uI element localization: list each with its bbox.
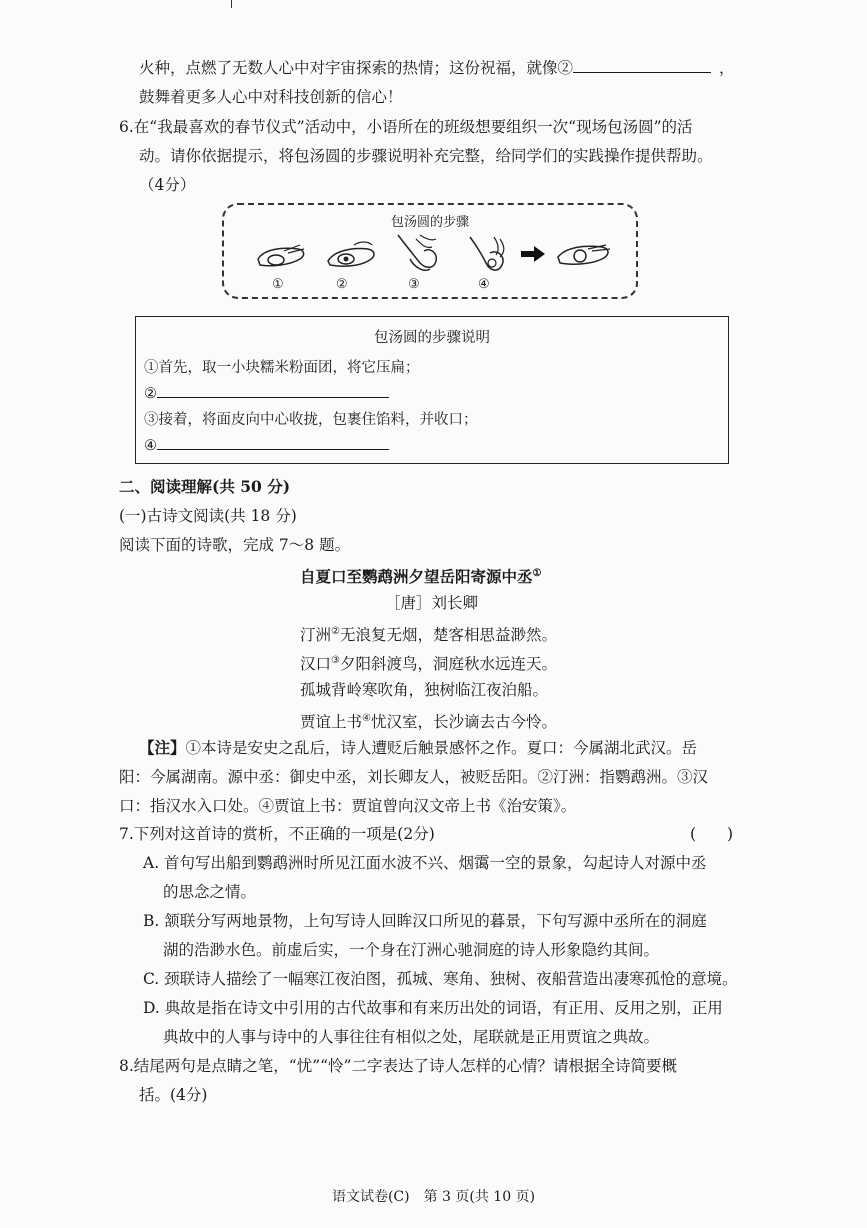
poem-line-1-a: 汀洲 — [300, 626, 332, 645]
intro-line-2: 鼓舞着更多人心中对科技创新的信心！ — [139, 88, 403, 106]
step-2-answer-blank[interactable] — [157, 397, 389, 398]
step2-hand-icon — [324, 235, 380, 275]
q7-option-d: D. 典故是指在诗文中引用的古代故事和有来历出处的词语，有正用、反用之别，正用 — [143, 999, 723, 1017]
note-text-1: ①本诗是安史之乱后，诗人遭贬后触景感怀之作。夏口：今属湖北武汉。岳 — [185, 739, 698, 757]
poem-line-1 — [300, 621, 557, 646]
poem-line-3 — [300, 679, 548, 701]
step-4-line — [144, 435, 389, 457]
step-num-3: ③ — [408, 277, 420, 292]
poem-line-2 — [300, 650, 557, 675]
poem-line-4-b: 忧汉室，长沙谪去古今怜。 — [370, 713, 557, 732]
reading-instruction: 阅读下面的诗歌，完成 7～8 题。 — [119, 536, 351, 554]
q7-answer-paren[interactable]: ( ) — [690, 825, 734, 843]
q7-option-b: B. 颔联分写两地景物，上句写诗人回眸汉口所见的暮景，下句写源中丞所在的洞庭 — [143, 912, 707, 930]
step-num-1: ① — [272, 277, 284, 292]
steps-explanation-box — [135, 316, 729, 464]
step-2-label: ② — [144, 386, 157, 402]
right-arrow-icon — [520, 245, 546, 263]
step-num-2: ② — [336, 277, 348, 292]
poem-author: ［唐］刘长卿 — [385, 594, 479, 612]
q7-stem: 7.下列对这首诗的赏析，不正确的一项是(2分) — [119, 825, 435, 843]
q7-option-c: C. 颈联诗人描绘了一幅寒江夜泊图，孤城、寒角、独树、夜船营造出凄寒孤怆的意境。 — [143, 970, 738, 988]
poem-title-text: 自夏口至鹦鹉洲夕望岳阳寄源中丞 — [300, 567, 533, 587]
box-title: 包汤圆的步骤说明 — [374, 330, 490, 346]
diagram-title: 包汤圆的步骤 — [390, 215, 469, 230]
intro-comma: ， — [719, 59, 735, 77]
poem-line-3-a: 孤城背岭寒吹角，独树临江夜泊船。 — [300, 681, 549, 699]
section-2-heading: 二、阅读理解(共 50 分) — [119, 477, 291, 496]
note-line-2: 阳：今属湖南。源中丞：御史中丞，刘长卿友人，被贬岳阳。②汀洲：指鹦鹉洲。③汉 — [119, 768, 709, 786]
poem-line-2-a: 汉口 — [300, 655, 332, 674]
q6-line-1: 6.在“我最喜欢的春节仪式”活动中，小语所在的班级想要组织一次“现场包汤圆”的活 — [119, 118, 693, 136]
q6-line-2: 动。请你依据提示，将包汤圆的步骤说明补充完整，给同学们的实践操作提供帮助。 — [139, 147, 713, 165]
step-4-answer-blank[interactable] — [157, 449, 389, 450]
q7-option-a-cont: 的思念之情。 — [163, 883, 257, 901]
poem-line-1-note: ② — [331, 626, 340, 637]
note-line-1 — [139, 737, 697, 759]
intro-text: 火种，点燃了无数人心中对宇宙探索的热情；这份祝福，就像② — [139, 59, 574, 77]
poem-title-note: ① — [532, 568, 542, 579]
poem-line-1-b: 无浪复无烟，楚客相思益渺然。 — [339, 626, 557, 645]
poem-line-2-note: ③ — [331, 655, 340, 666]
poem-line-2-b: 夕阳斜渡鸟，洞庭秋水远连天。 — [339, 655, 557, 674]
q8-line-2: 括。(4分) — [139, 1086, 208, 1104]
step1-hand-icon — [254, 235, 310, 275]
poem-line-4-note: ④ — [362, 713, 371, 724]
section-2-subheading: (一)古诗文阅读(共 18 分) — [119, 507, 297, 525]
step-2-line — [144, 383, 389, 405]
finished-tangyuan-hand-icon — [554, 237, 614, 271]
q7-option-d-cont: 典故中的人事与诗中的人事往往有相似之处，尾联就是正用贾谊之典故。 — [163, 1028, 660, 1046]
step-1-text: ①首先，取一小块糯米粉面团，将它压扁； — [144, 360, 420, 376]
page-footer: 语文试卷(C) 第 3 页(共 10 页) — [331, 1189, 536, 1205]
poem-line-4-a: 贾谊上书 — [300, 713, 363, 732]
tangyuan-steps-diagram — [222, 203, 638, 299]
intro-line-1 — [139, 57, 735, 79]
q8-line-1: 8.结尾两句是点睛之笔，“忧”“怜”二字表达了诗人怎样的心情？请根据全诗简要概 — [119, 1057, 677, 1075]
step-3-text: ③接着，将面皮向中心收拢，包裹住馅料，并收口； — [144, 412, 478, 428]
q7-option-b-cont: 湖的浩渺水色。前虚后实，一个身在汀洲心驰洞庭的诗人形象隐约其间。 — [163, 941, 660, 959]
note-line-3: 口：指汉水入口处。④贾谊上书：贾谊曾向汉文帝上书《治安策》。 — [119, 797, 577, 815]
top-tick-mark — [231, 0, 232, 8]
step3-hand-icon — [390, 229, 446, 277]
note-label: 【注】 — [139, 738, 186, 757]
poem-line-4 — [300, 708, 557, 733]
poem-title — [300, 563, 541, 588]
answer-blank-2[interactable] — [573, 72, 711, 73]
step4-hand-icon — [460, 229, 516, 277]
q6-points: （4分） — [139, 176, 196, 194]
step-4-label: ④ — [144, 438, 157, 454]
q7-option-a: A. 首句写出船到鹦鹉洲时所见江面水波不兴、烟霭一空的景象，勾起诗人对源中丞 — [143, 854, 707, 872]
step-num-4: ④ — [478, 277, 490, 292]
